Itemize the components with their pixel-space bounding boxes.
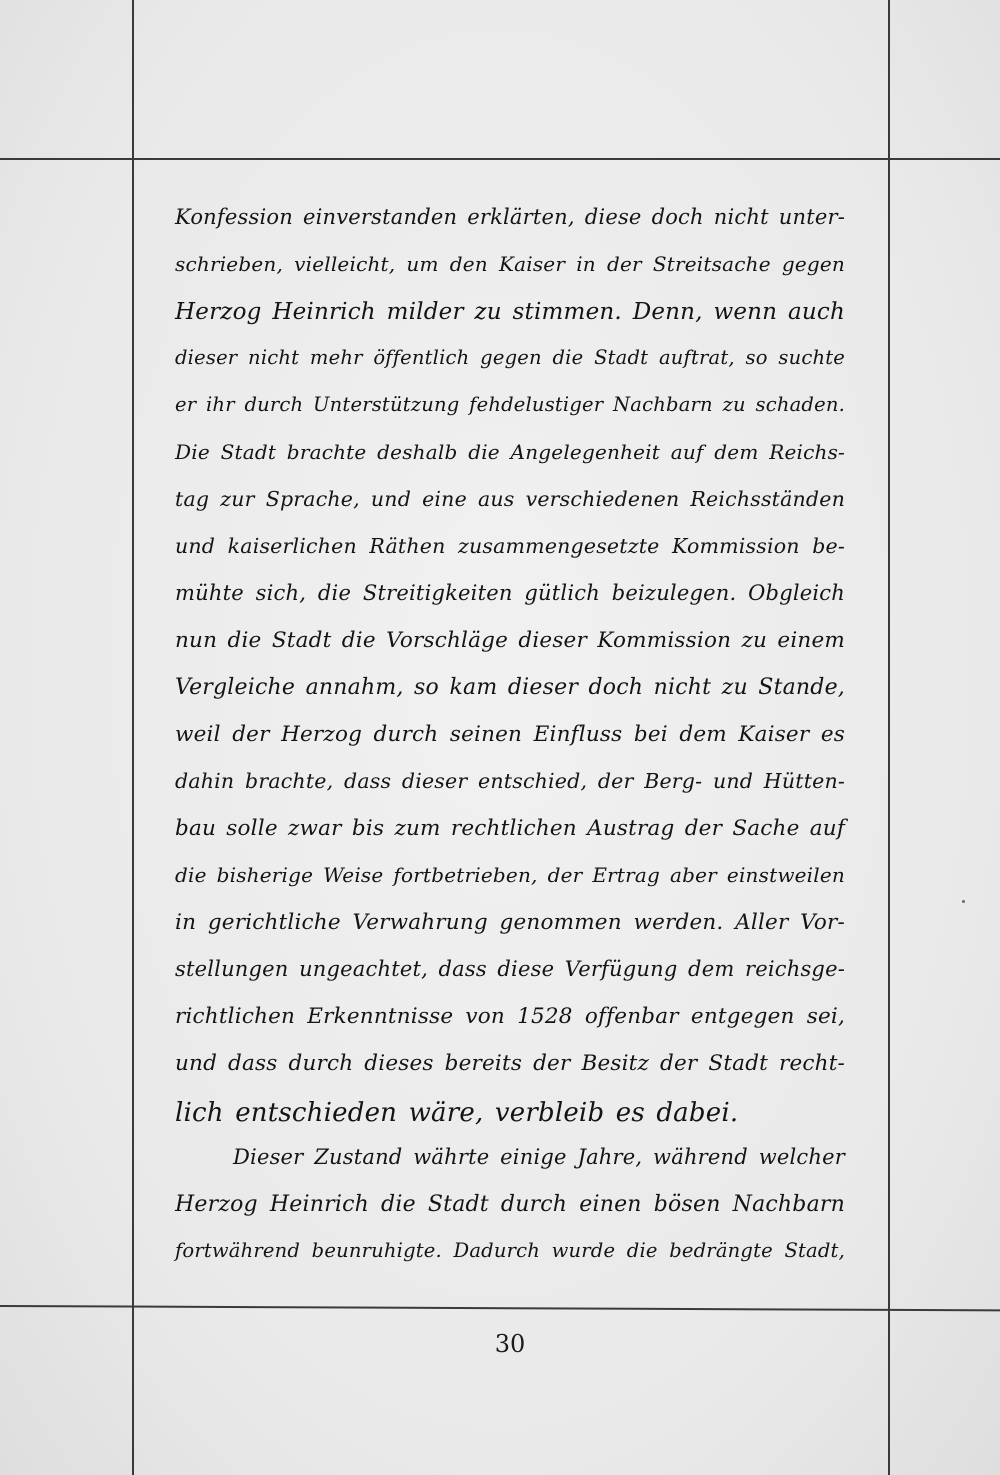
text-line: Die Stadt brachte deshalb die Angelegenheit auf dem Reichs- [175, 440, 845, 464]
text-line: richtlichen Erkenntnisse von 1528 offenbar entgegen sei, [175, 1004, 845, 1029]
text-line: dahin brachte, dass dieser entschied, der Berg- und Hütten- [175, 769, 845, 793]
text-line: in gerichtliche Verwahrung genommen werden. Aller Vor- [175, 910, 845, 935]
text-line: er ihr durch Unterstützung fehdelustiger Nachbarn zu schaden. [175, 393, 845, 416]
paper-speck [962, 900, 965, 903]
text-line: bau solle zwar bis zum rechtlichen Austrag der Sache auf [175, 816, 845, 841]
text-line: und kaiserlichen Räthen zusammengesetzte Kommission be- [175, 534, 845, 558]
text-line: Dieser Zustand währte einige Jahre, während welcher [233, 1145, 845, 1169]
text-line: Konfession einverstanden erklärten, diese doch nicht unter- [175, 205, 845, 229]
page-number: 30 [494, 1330, 526, 1358]
text-line: dieser nicht mehr öffentlich gegen die Stadt auftrat, so suchte [175, 346, 845, 369]
left-border-rule [132, 0, 134, 1475]
right-border-rule [888, 0, 890, 1475]
text-line: weil der Herzog durch seinen Einfluss bei dem Kaiser es [175, 722, 845, 747]
text-line: Vergleiche annahm, so kam dieser doch nicht zu Stande, [175, 675, 845, 700]
text-line: schrieben, vielleicht, um den Kaiser in der Streitsache gegen [175, 252, 845, 276]
text-line: nun die Stadt die Vorschläge dieser Kommission zu einem [175, 628, 845, 653]
text-line: tag zur Sprache, und eine aus verschiedenen Reichsständen [175, 487, 845, 511]
text-line: lich entschieden wäre, verbleib es dabei. [175, 1098, 739, 1128]
top-border-rule [0, 158, 1000, 160]
body-text [175, 205, 845, 1285]
text-line: Herzog Heinrich die Stadt durch einen bösen Nachbarn [175, 1192, 845, 1217]
text-line: und dass durch dieses bereits der Besitz der Stadt recht- [175, 1051, 845, 1076]
text-line: fortwährend beunruhigte. Dadurch wurde die bedrängte Stadt, [175, 1239, 845, 1262]
text-line: stellungen ungeachtet, dass diese Verfügung dem reichsge- [175, 957, 845, 981]
text-line: Herzog Heinrich milder zu stimmen. Denn, wenn auch [175, 299, 845, 325]
text-line: mühte sich, die Streitigkeiten gütlich beizulegen. Obgleich [175, 581, 845, 605]
text-line: die bisherige Weise fortbetrieben, der Ertrag aber einstweilen [175, 863, 845, 887]
